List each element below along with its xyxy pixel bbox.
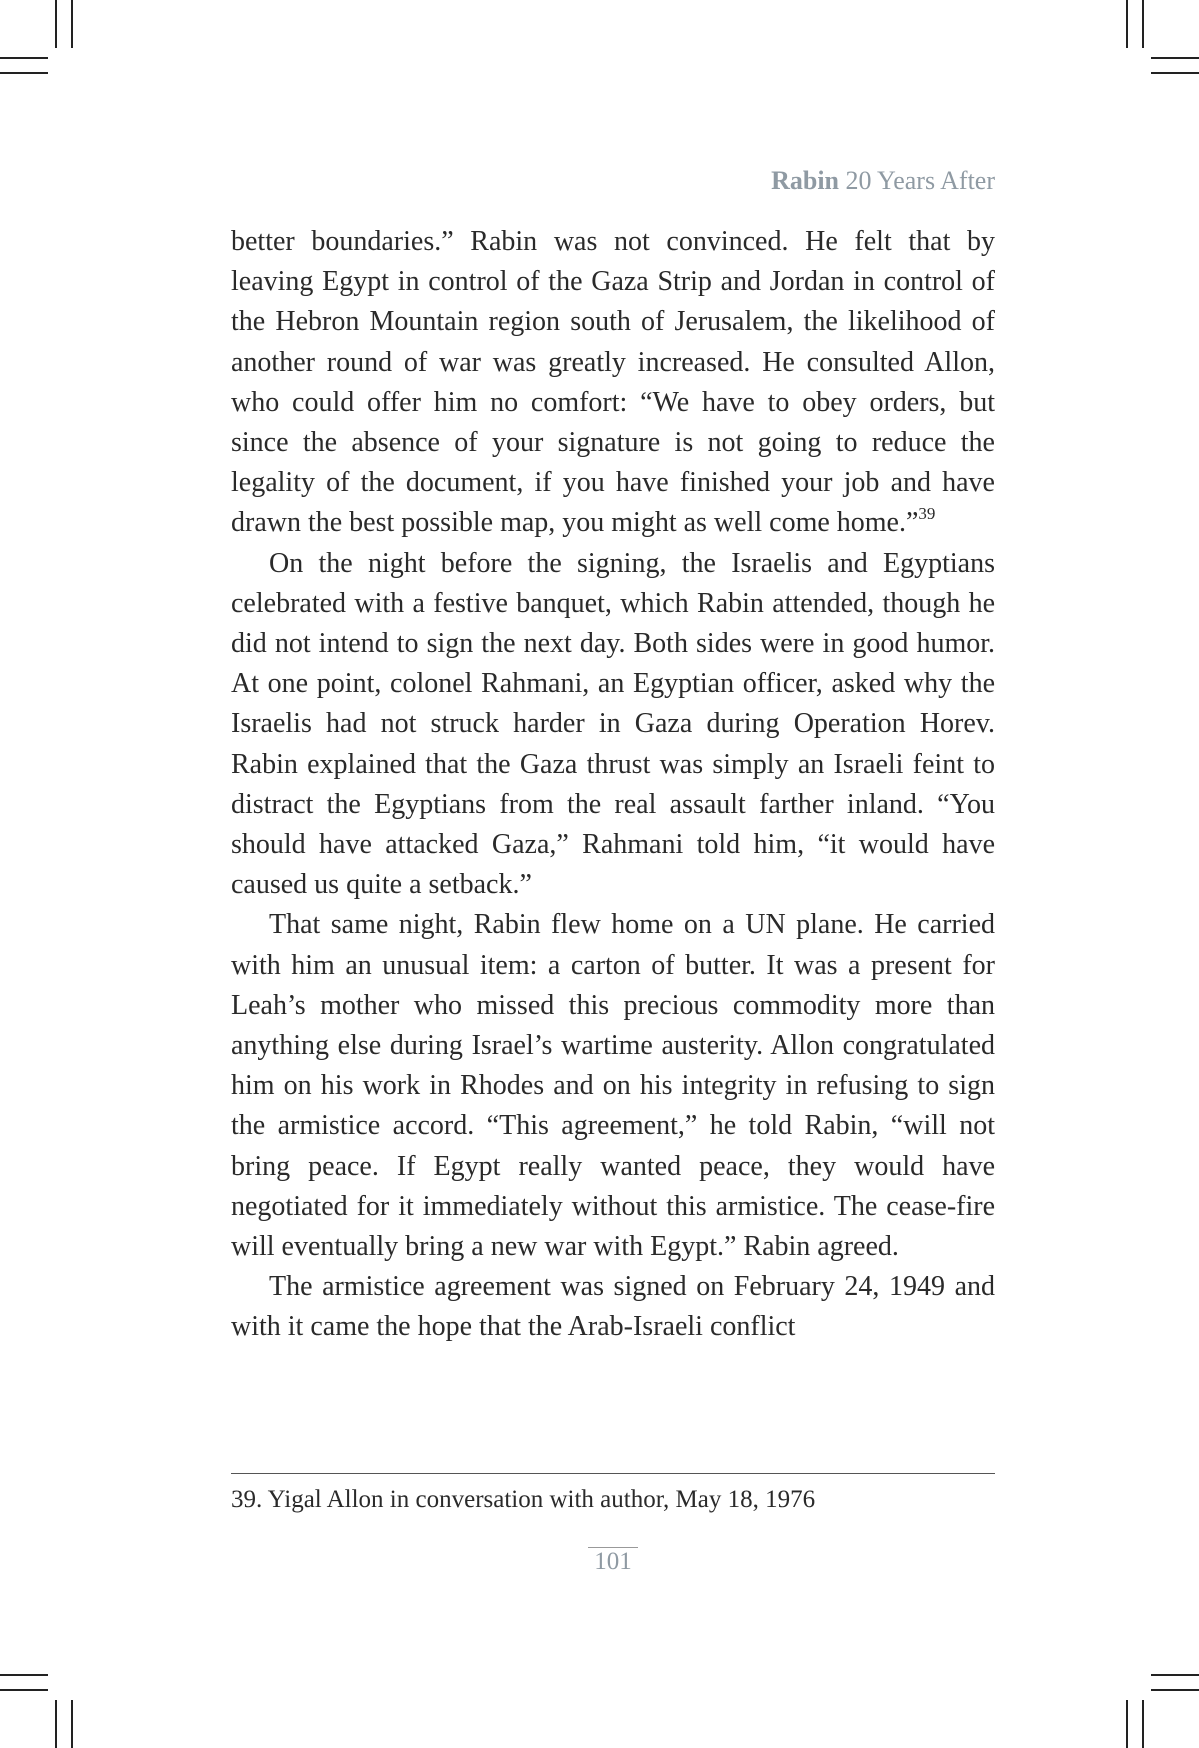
footnote-divider bbox=[231, 1473, 995, 1474]
footnote-reference: 39 bbox=[918, 504, 936, 524]
crop-mark bbox=[1151, 57, 1199, 59]
crop-mark bbox=[0, 1674, 48, 1676]
paragraph: On the night before the signing, the Israelis and Egyptians celebrated with a festive banquet, which Rabin attended, though he did not intend to sign the next day. Both sides were in good humor. At one point, colonel Rahmani, an Egyptian officer, asked why the Israelis had not struck harder in Gaza during Operation Horev. Rabin explained that the Gaza thrust was simply an Israeli feint to distract the Egyptians from the real assault farther inland. “You should have attacked Gaza,” Rahmani told him, “it would have caused us quite a setback.” bbox=[231, 547, 995, 901]
crop-mark bbox=[0, 57, 48, 59]
crop-mark bbox=[71, 0, 73, 48]
body-text bbox=[231, 222, 995, 1348]
page-number: 101 bbox=[594, 1548, 632, 1575]
crop-mark bbox=[71, 1700, 73, 1748]
paragraph bbox=[231, 222, 995, 544]
paragraph: The armistice agreement was signed on February 24, 1949 and with it came the hope that the Arab-Israeli conflict bbox=[231, 1271, 995, 1343]
crop-mark bbox=[1126, 1700, 1128, 1748]
crop-mark bbox=[1151, 1689, 1199, 1691]
running-head bbox=[771, 166, 995, 196]
crop-mark bbox=[55, 1700, 57, 1748]
crop-mark bbox=[1126, 0, 1128, 48]
crop-mark bbox=[1142, 0, 1144, 48]
crop-mark bbox=[0, 72, 48, 74]
footnote: 39. Yigal Allon in conversation with author, May 18, 1976 bbox=[231, 1486, 816, 1513]
paragraph-text: better boundaries.” Rabin was not convinced. He felt that by leaving Egypt in control of the Gaza Strip and Jordan in control of the Hebron Mountain region south of Jerusalem, the likelihood of another round of war was greatly increased. He consulted Allon, who could offer him no comfort: “We have to obey orders, but since the absence of your signature is not going to reduce the legality of the document, if you have finished your job and have drawn the best possible map, you might as well come home.” bbox=[231, 226, 995, 539]
paragraph: That same night, Rabin flew home on a UN plane. He carried with him an unusual item: a carton of butter. It was a present for Leah’s mother who missed this precious commodity more than anything else during Israel’s wartime austerity. Allon congratulated him on his work in Rhodes and on his integrity in refusing to sign the armistice accord. “This agreement,” he told Rabin, “will not bring peace. If Egypt really wanted peace, they would have negotiated for it immediately without this armistice. The cease-fire will eventually bring a new war with Egypt.” Rabin agreed. bbox=[231, 909, 995, 1263]
running-head-subtitle: 20 Years After bbox=[839, 166, 995, 195]
crop-mark bbox=[0, 1689, 48, 1691]
running-head-title: Rabin bbox=[771, 166, 839, 195]
crop-mark bbox=[1151, 72, 1199, 74]
crop-mark bbox=[55, 0, 57, 48]
crop-mark bbox=[1151, 1674, 1199, 1676]
crop-mark bbox=[1142, 1700, 1144, 1748]
